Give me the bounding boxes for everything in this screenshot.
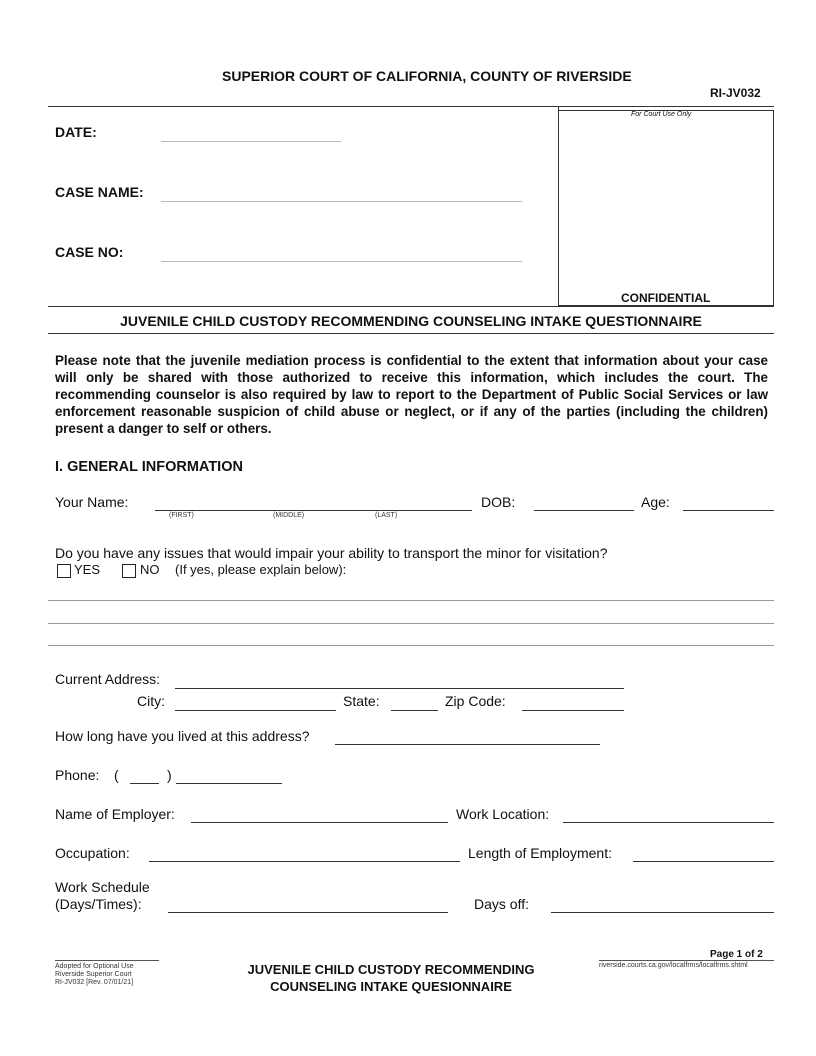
- transport-question: Do you have any issues that would impair your ability to transport the minor for visitation?: [55, 545, 608, 561]
- confidential-label: CONFIDENTIAL: [621, 291, 711, 305]
- phone-open-paren: (: [114, 767, 119, 783]
- explain-line-1[interactable]: [48, 600, 774, 601]
- state-label: State:: [343, 693, 380, 709]
- employer-field[interactable]: [191, 822, 448, 823]
- occupation-label: Occupation:: [55, 845, 130, 861]
- title-rule-bottom: [48, 333, 774, 334]
- last-caption: (LAST): [375, 512, 398, 519]
- zip-label: Zip Code:: [445, 693, 506, 709]
- phone-number-field[interactable]: [176, 783, 282, 784]
- section-heading: I. GENERAL INFORMATION: [55, 459, 243, 475]
- yes-checkbox[interactable]: [57, 564, 71, 578]
- your-name-label: Your Name:: [55, 494, 129, 510]
- no-checkbox[interactable]: [122, 564, 136, 578]
- current-address-label: Current Address:: [55, 671, 161, 687]
- explain-label: (If yes, please explain below):: [175, 562, 347, 577]
- explain-line-2[interactable]: [48, 623, 774, 624]
- footer-title-2: COUNSELING INTAKE QUESIONNAIRE: [270, 979, 512, 994]
- page-number: Page 1 of 2: [710, 949, 763, 960]
- city-field[interactable]: [175, 710, 336, 711]
- work-schedule-label: Work Schedule: [55, 879, 150, 895]
- court-name: SUPERIOR COURT OF CALIFORNIA, COUNTY OF RIVERSIDE: [222, 68, 632, 84]
- middle-caption: (MIDDLE): [273, 512, 305, 519]
- how-long-label: How long have you lived at this address?: [55, 728, 310, 744]
- footer-rule-left: [55, 960, 159, 961]
- case-no-field[interactable]: [161, 261, 522, 262]
- length-employment-field[interactable]: [633, 861, 774, 862]
- occupation-field[interactable]: [149, 861, 460, 862]
- court-use-box: [558, 110, 774, 306]
- how-long-field[interactable]: [335, 744, 600, 745]
- age-field[interactable]: [683, 510, 774, 511]
- case-no-label: CASE NO:: [55, 244, 124, 260]
- confidentiality-notice: Please note that the juvenile mediation process is confidential to the extent that information about your case will only be shared with those authorized to receive this information, which includes the court. The recommending counselor is also required by law to report to the Department of Public Social Services or law enforcement reasonable suspicion of child abuse or neglect, or if any of the parties (including the children) present a danger to self or others.: [55, 353, 768, 436]
- footer-rule-right: [599, 960, 774, 961]
- age-label: Age:: [641, 494, 670, 510]
- adopted-line-1: Adopted for Optional Use: [55, 963, 134, 970]
- phone-area-code-field[interactable]: [130, 783, 159, 784]
- current-address-field[interactable]: [175, 688, 624, 689]
- state-field[interactable]: [391, 710, 438, 711]
- no-label: NO: [140, 562, 160, 577]
- first-caption: (FIRST): [169, 512, 194, 519]
- date-field[interactable]: [161, 141, 341, 142]
- footer-title-1: JUVENILE CHILD CUSTODY RECOMMENDING: [247, 962, 535, 977]
- dob-label: DOB:: [481, 494, 516, 510]
- phone-close-paren: ): [167, 767, 172, 783]
- adopted-line-2: Riverside Superior Court: [55, 971, 132, 978]
- yes-label: YES: [74, 562, 101, 577]
- title-rule-top: [48, 306, 774, 307]
- date-label: DATE:: [55, 124, 97, 140]
- court-use-label: For Court Use Only: [631, 111, 692, 118]
- dob-field[interactable]: [534, 510, 634, 511]
- days-off-field[interactable]: [551, 912, 774, 913]
- explain-line-3[interactable]: [48, 645, 774, 646]
- city-label: City:: [137, 693, 165, 709]
- case-name-field[interactable]: [161, 201, 522, 202]
- work-location-field[interactable]: [563, 822, 774, 823]
- case-name-label: CASE NAME:: [55, 184, 144, 200]
- form-id: RI-JV032: [710, 86, 761, 100]
- length-employment-label: Length of Employment:: [468, 845, 612, 861]
- employer-label: Name of Employer:: [55, 806, 175, 822]
- header-rule: [48, 106, 774, 107]
- form-title: JUVENILE CHILD CUSTODY RECOMMENDING COUNSELING INTAKE QUESTIONNAIRE: [120, 313, 702, 329]
- form-revision: RI-JV032 [Rev. 07/01/21]: [55, 979, 134, 986]
- court-box-divider: [558, 106, 559, 306]
- your-name-field[interactable]: [155, 510, 472, 511]
- court-website-link[interactable]: riverside.courts.ca.gov/localfrms/localfrms.shtml: [599, 962, 748, 969]
- zip-field[interactable]: [522, 710, 624, 711]
- work-schedule-label-2: (Days/Times):: [55, 896, 142, 912]
- work-schedule-field[interactable]: [168, 912, 448, 913]
- work-location-label: Work Location:: [456, 806, 550, 822]
- days-off-label: Days off:: [474, 896, 529, 912]
- phone-label: Phone:: [55, 767, 100, 783]
